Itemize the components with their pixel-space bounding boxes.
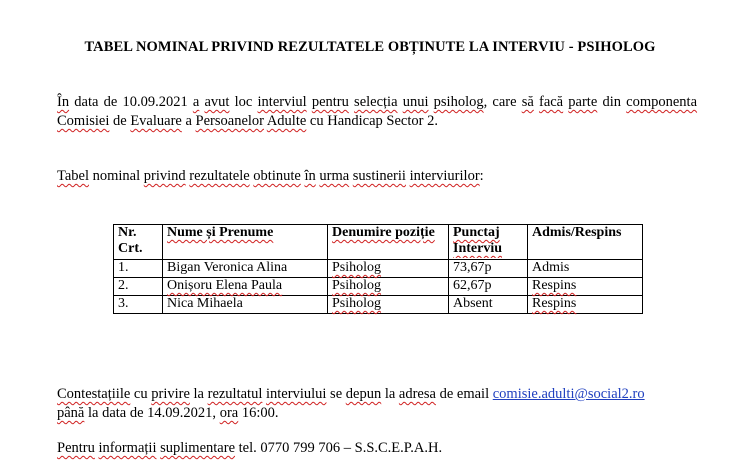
cell-rezultat-text: Respins (532, 296, 577, 311)
intro-text: din (597, 94, 627, 110)
contest-word: până (57, 405, 85, 421)
table-intro-word: sustinerii (352, 168, 406, 184)
contest-paragraph (57, 385, 707, 423)
cell-nr: 2. (114, 278, 163, 296)
intro-text: loc (229, 94, 258, 110)
contest-text: la (189, 386, 208, 402)
email-link[interactable]: comisie.adulti@social2.ro (492, 386, 645, 402)
info-paragraph (57, 439, 707, 458)
intro-text: de (109, 113, 131, 129)
contest-word: ora (219, 405, 239, 421)
table-intro-word: Tabel (57, 168, 89, 184)
cell-nume (163, 278, 328, 296)
cell-pozitie (328, 260, 449, 278)
cell-rezultat (528, 278, 643, 296)
contest-text: la data de 14.09.2021, (84, 405, 220, 421)
intro-word: Evaluare (130, 113, 182, 129)
table-intro-word: interviurilor (409, 168, 480, 184)
cell-pozitie-text: Psiholog (332, 296, 382, 311)
cell-nume-text: Onișoru Elena Paula (167, 278, 283, 293)
contest-text: de email (435, 386, 493, 402)
intro-word: a (192, 94, 200, 110)
cell-punctaj: 73,67p (449, 260, 528, 278)
header-pozitie-label: Denumire poziție (332, 225, 435, 240)
table-row (114, 260, 643, 278)
intro-word: Persoanelor (195, 113, 264, 129)
cell-punctaj: 62,67p (449, 278, 528, 296)
cell-nume: Bigan Veronica Alina (163, 260, 328, 278)
intro-word: pentru (311, 94, 349, 110)
intro-word: parte (568, 94, 598, 110)
intro-word: selecția (354, 94, 398, 110)
intro-word: psiholog (433, 94, 484, 110)
header-punctaj-interviu (449, 225, 528, 260)
table-intro-word: obtinute (253, 168, 301, 184)
header-admis-respins (528, 225, 643, 260)
intro-word: componenta (626, 94, 698, 110)
cell-rezultat (528, 296, 643, 314)
header-punctaj-label: Punctaj Interviu (453, 225, 502, 256)
cell-nr: 3. (114, 296, 163, 314)
cell-pozitie-text: Psiholog (332, 278, 382, 293)
contest-word: adresa (398, 386, 436, 402)
intro-word: În (57, 94, 70, 110)
info-text: tel. 0770 799 706 – S.S.C.E.P.A.H. (235, 440, 443, 456)
intro-word: facă (538, 94, 564, 110)
intro-word: interviul (257, 94, 307, 110)
table-intro-text: : (479, 168, 484, 184)
cell-nr: 1. (114, 260, 163, 278)
info-word: Pentru (57, 440, 95, 456)
contest-word: interviului (266, 386, 327, 402)
cell-pozitie (328, 296, 449, 314)
info-word: informații (98, 440, 157, 456)
table-intro-word: rezultatele (189, 168, 250, 184)
intro-paragraph (57, 93, 697, 131)
table-intro-word: privind (143, 168, 186, 184)
table-intro-paragraph (57, 167, 697, 186)
intro-text: cu Handicap Sector 2. (306, 113, 438, 129)
cell-pozitie-text: Psiholog (332, 260, 382, 275)
cell-nume: Nica Mihaela (163, 296, 328, 314)
table-header-row (114, 225, 643, 260)
contest-word: depun (345, 386, 382, 402)
intro-word: să (521, 94, 534, 110)
contest-word: rezultatul (207, 386, 263, 402)
intro-word: Adulte (266, 113, 307, 129)
header-denumire-pozitie (328, 225, 449, 260)
table-intro-word: în (304, 168, 316, 184)
intro-word: Comisiei (57, 113, 110, 129)
contest-text: 16:00. (238, 405, 279, 421)
intro-text: data de 10.09.2021 (69, 94, 193, 110)
header-nume-label: Nume și Prenume (167, 225, 274, 240)
header-rezultat-label: Admis/Respins (532, 225, 622, 240)
intro-text: a (181, 113, 196, 129)
cell-punctaj: Absent (449, 296, 528, 314)
table-intro-word: urma (319, 168, 350, 184)
intro-word: unui (402, 94, 429, 110)
cell-pozitie (328, 278, 449, 296)
contest-word: privire (151, 386, 190, 402)
contest-word: Contestațiile (57, 386, 131, 402)
table-intro-text: nominal (89, 168, 144, 184)
table-row (114, 296, 643, 314)
header-nr-crt-label: Nr. Crt. (118, 225, 143, 256)
table-row (114, 278, 643, 296)
document-title: TABEL NOMINAL PRIVIND REZULTATELE OBȚINUTE LA INTERVIU - PSIHOLOG (84, 39, 656, 55)
header-nr-crt (114, 225, 163, 260)
info-word: suplimentare (160, 440, 236, 456)
header-nume-prenume (163, 225, 328, 260)
cell-rezultat: Admis (528, 260, 643, 278)
cell-rezultat-text: Respins (532, 278, 577, 293)
results-table (113, 224, 643, 314)
contest-text: la (381, 386, 399, 402)
intro-word: avut (204, 94, 230, 110)
contest-text: cu (130, 386, 152, 402)
intro-text: , care (483, 94, 522, 110)
contest-text: se (326, 386, 346, 402)
